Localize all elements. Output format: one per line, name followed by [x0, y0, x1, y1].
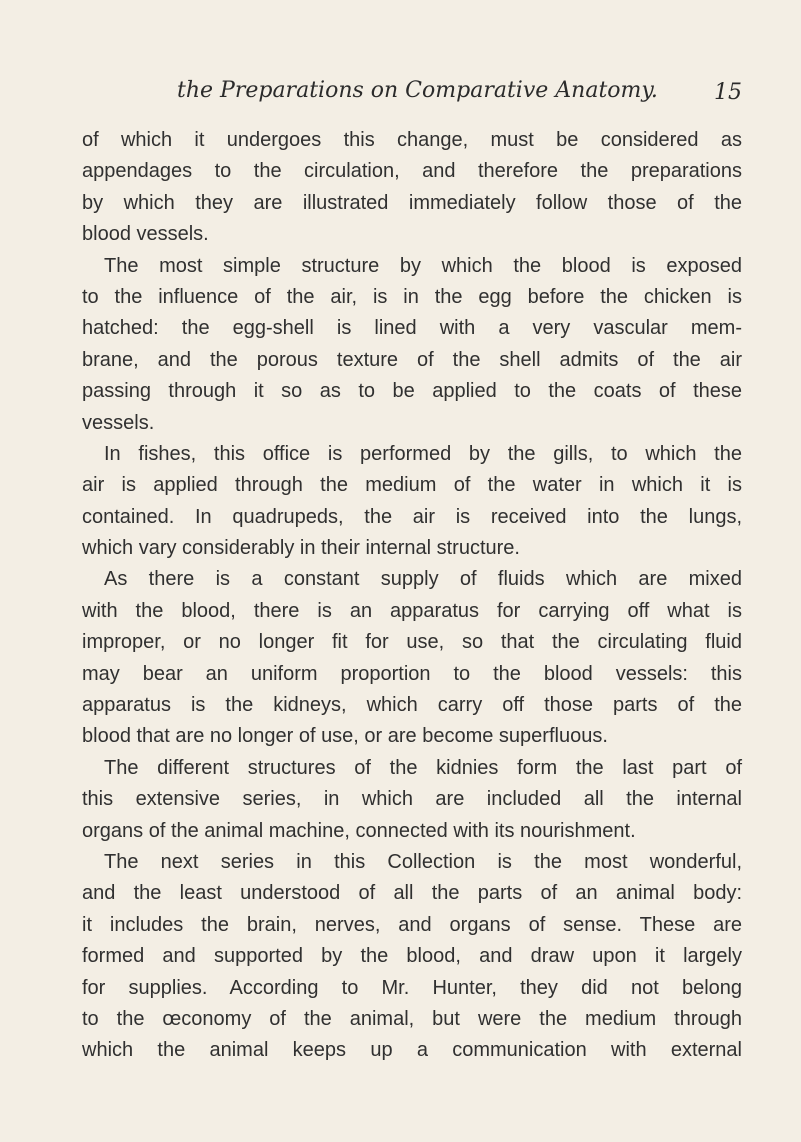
text-line: organs of the animal machine, connected with its nourishment.: [82, 819, 636, 842]
text-line: blood vessels.: [82, 223, 209, 246]
text-line: improper, or no longer fit for use, so that the circulating fluid: [82, 631, 742, 654]
text-line: this extensive series, in which are included all the internal: [82, 788, 742, 811]
body-text: [82, 125, 742, 1067]
page-number: 15: [714, 80, 742, 105]
text-line: The most simple structure by which the blood is exposed: [104, 254, 742, 277]
text-line: which vary considerably in their internal structure.: [82, 537, 520, 560]
text-line: it includes the brain, nerves, and organs of sense. These are: [82, 913, 742, 936]
text-line: air is applied through the medium of the water in which it is: [82, 474, 742, 497]
running-head: [82, 78, 742, 118]
text-line: to the influence of the air, is in the egg before the chicken is: [82, 285, 742, 308]
text-line: with the blood, there is an apparatus for carrying off what is: [82, 599, 742, 622]
text-line: may bear an uniform proportion to the blood vessels: this: [82, 662, 742, 685]
text-line: for supplies. According to Mr. Hunter, they did not belong: [82, 976, 742, 999]
text-line: vessels.: [82, 411, 155, 434]
text-line: of which it undergoes this change, must be considered as: [82, 129, 742, 151]
text-line: As there is a constant supply of fluids which are mixed: [104, 568, 742, 591]
running-head-title: the Preparations on Comparative Anatomy.: [177, 78, 658, 103]
text-line: passing through it so as to be applied to the coats of these: [82, 380, 742, 403]
text-line: to the œconomy of the animal, but were the medium through: [82, 1007, 742, 1030]
text-line: In fishes, this office is performed by the gills, to which the: [104, 442, 742, 465]
text-line: contained. In quadrupeds, the air is received into the lungs,: [82, 505, 742, 528]
text-line: The different structures of the kidnies form the last part of: [104, 756, 742, 779]
text-line: apparatus is the kidneys, which carry off those parts of the: [82, 694, 742, 717]
text-line: formed and supported by the blood, and draw upon it largely: [82, 945, 742, 968]
text-line: The next series in this Collection is the most wonderful,: [104, 850, 742, 873]
text-line: which the animal keeps up a communication with external: [82, 1039, 742, 1062]
text-line: and the least understood of all the parts of an animal body:: [82, 882, 742, 905]
text-line: hatched: the egg-shell is lined with a very vascular mem-: [82, 317, 742, 340]
text-line: brane, and the porous texture of the shell admits of the air: [82, 348, 742, 371]
text-line: blood that are no longer of use, or are become superfluous.: [82, 725, 608, 748]
text-line: appendages to the circulation, and therefore the preparations: [82, 160, 742, 183]
text-line: by which they are illustrated immediately follow those of the: [82, 191, 742, 214]
